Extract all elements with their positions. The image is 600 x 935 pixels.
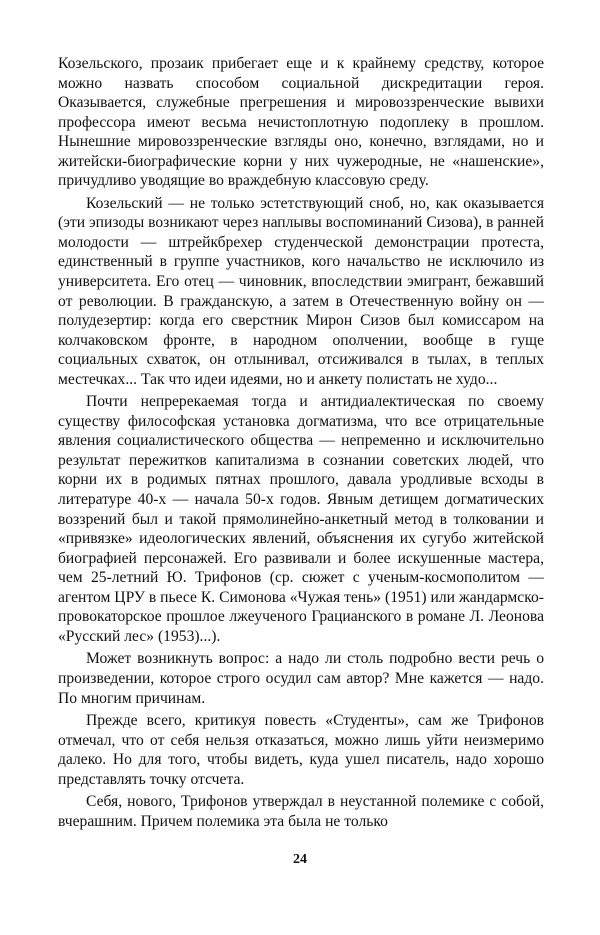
paragraph-6: Себя, нового, Трифонов утверждал в неустанной полемике с собой, вчерашним. Причем полемика эта была не только <box>58 793 544 830</box>
paragraph-4: Может возникнуть вопрос: а надо ли столь подробно вести речь о произведении, которое строго осудил сам автор? Мне кажется — надо. По многим причинам. <box>58 650 544 707</box>
paragraph-3: Почти непререкаемая тогда и антидиалектическая по своему существу философская установка догматизма, что все отрицательные явления социалистического общества — непременно и исключительно результат пережитков капитализма в сознании советских людей, что корни их в родимых пятнах прошлого, давала уродливые всходы в литературе 40-х — начала 50-х годов. Явным детищем догматических воззрений был и такой прямолинейно-анкетный метод в толковании и «привязке» идеологических явлений, объяснения их сугубо житейской биографией персонажей. Его развивали и более искушенные мастера, чем 25-летний Ю. Трифонов (ср. сюжет с ученым-космополитом — агентом ЦРУ в пьесе К. Симонова «Чужая тень» (1951) или жандармско-провокаторское прошлое лжеученого Грацианского в романе Л. Леонова «Русский лес» (1953)...). <box>58 393 544 645</box>
page-body <box>58 54 544 831</box>
paragraph-5: Прежде всего, критикуя повесть «Студенты», сам же Трифонов отмечал, что от себя нельзя отказаться, можно лишь уйти неизмеримо далеко. Но для того, чтобы видеть, куда ушел писатель, надо хорошо представлять точку отсчета. <box>58 712 544 788</box>
paragraph-2: Козельский — не только эстетствующий сноб, но, как оказывается (эти эпизоды возникают через наплывы воспоминаний Сизова), в ранней молодости — штрейкбрехер студенческой демонстрации протеста, единственный в группе участников, кого начальство не исключило из университета. Его отец — чиновник, впоследствии эмигрант, бежавший от революции. В гражданскую, а затем в Отечественную войну он — полудезертир: когда его сверстник Мирон Сизов был комиссаром на колчаковском фронте, в народном ополчении, вообще в гуще социальных схваток, он отлынивал, отсиживался в тылах, в теплых местечках... Так что идеи идеями, но и анкету полистать не худо... <box>58 194 544 388</box>
page-number: 24 <box>293 852 307 867</box>
paragraph-1: Козельского, прозаик прибегает еще и к крайнему средству, которое можно назвать способом социальной дискредитации героя. Оказывается, служебные прегрешения и мировоззренческие вывихи профессора имеют весьма нечистоплотную подоплеку в прошлом. Нынешние мировоззренческие взгляды оно, конечно, взглядами, но и житейски-биографические корни у них чужеродные, не «нашенские», причудливо уводящие во враждебную классовую среду. <box>58 55 544 190</box>
